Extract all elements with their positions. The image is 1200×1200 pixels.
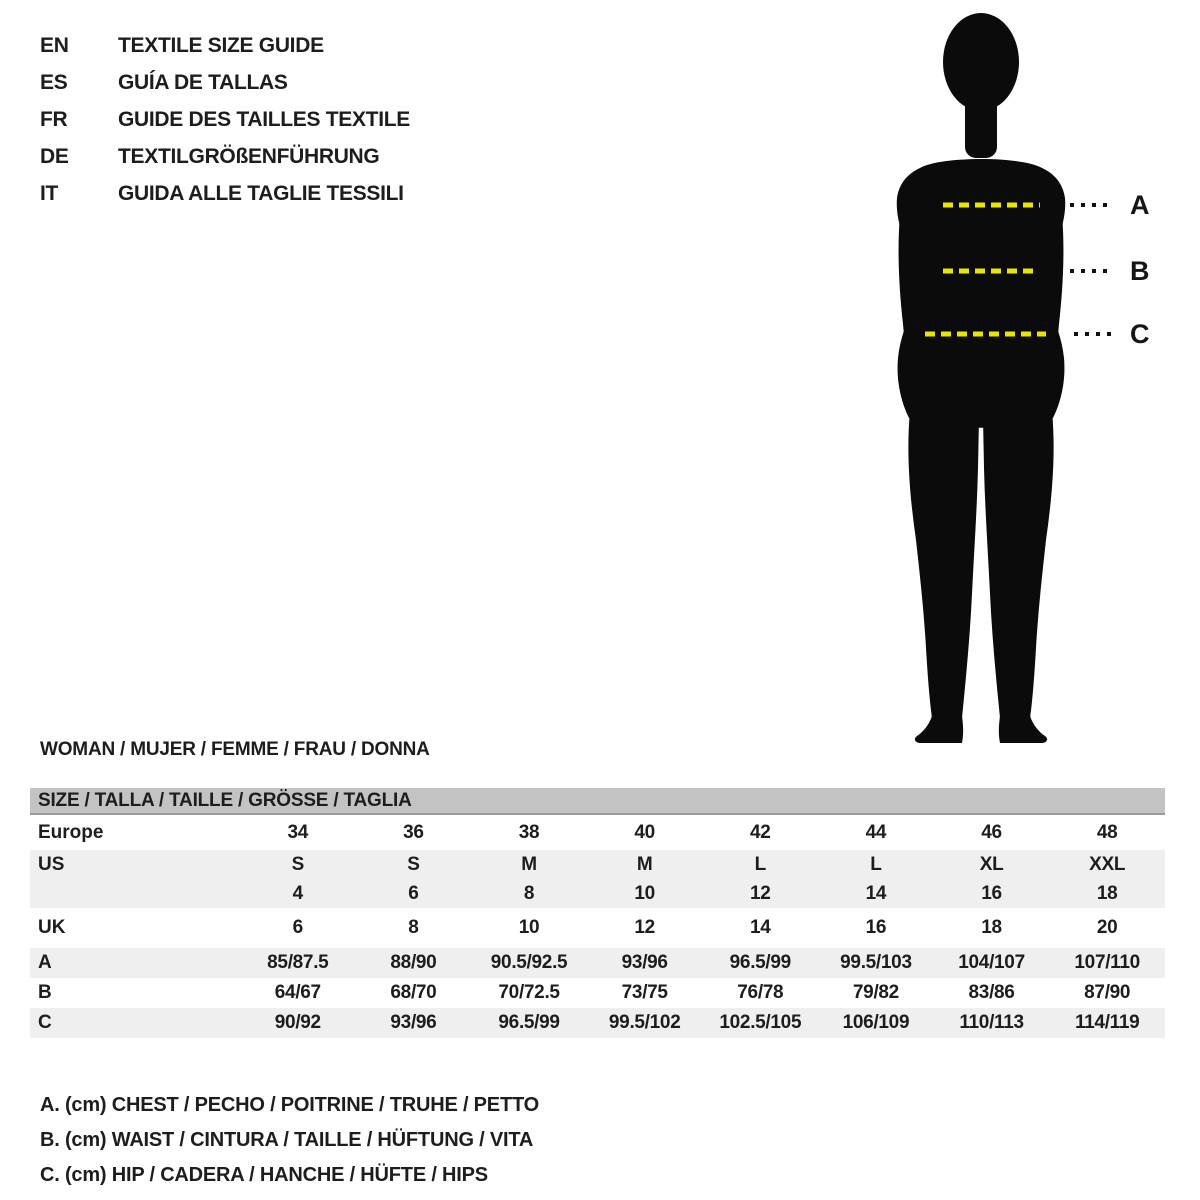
table-cell: 8: [408, 917, 419, 938]
table-cell: 96.5/99: [498, 1012, 560, 1033]
us-letter-size: L: [754, 854, 766, 875]
language-code: FR: [40, 108, 68, 131]
table-cell: [587, 850, 703, 908]
measure-label-c: C: [1130, 319, 1150, 349]
legend-line: C. (cm) HIP / CADERA / HANCHE / HÜFTE / HIPS: [40, 1164, 488, 1186]
table-row: [30, 908, 1165, 948]
table-row-label: US: [38, 854, 65, 875]
language-guide-title: TEXTILE SIZE GUIDE: [118, 34, 324, 57]
language-row: [40, 27, 410, 64]
table-cell: 107/110: [1074, 952, 1140, 973]
language-list: [40, 27, 410, 212]
table-cell: 38: [518, 821, 540, 843]
language-guide-title: GUIDA ALLE TAGLIE TESSILI: [118, 182, 404, 205]
language-row: [40, 101, 410, 138]
language-row: [40, 64, 410, 101]
table-cell: 6: [292, 917, 303, 938]
measure-legend: [40, 1088, 539, 1193]
table-cell: 102.5/105: [719, 1012, 802, 1033]
table-cell: 73/75: [621, 982, 668, 1003]
table-cell: 64/67: [274, 982, 321, 1003]
table-cell: 14: [750, 917, 771, 938]
language-guide-title: GUÍA DE TALLAS: [118, 71, 288, 94]
table-row-label: B: [38, 982, 52, 1003]
us-number-size: 10: [634, 883, 655, 904]
table-cell: 16: [865, 917, 887, 938]
table-cell: 34: [287, 821, 309, 843]
us-letter-size: S: [407, 854, 420, 875]
table-cell: [471, 850, 587, 908]
table-cell: 106/109: [842, 1012, 910, 1033]
table-row-label: UK: [38, 917, 66, 938]
us-letter-size: S: [291, 854, 304, 875]
measure-label-a: A: [1130, 190, 1150, 220]
us-number-size: 6: [408, 883, 419, 904]
language-guide-title: TEXTILGRÖßENFÜHRUNG: [118, 145, 380, 168]
table-row-label: C: [38, 1012, 52, 1033]
table-cell: 68/70: [390, 982, 437, 1003]
table-cell: 90/92: [274, 1012, 321, 1033]
section-title: WOMAN / MUJER / FEMME / FRAU / DONNA: [40, 739, 430, 760]
table-row: [30, 815, 1165, 850]
table-row: [30, 948, 1165, 978]
table-cell: 87/90: [1084, 982, 1131, 1003]
table-row-label: A: [38, 952, 52, 973]
table-cell: [240, 850, 356, 908]
language-code: DE: [40, 145, 69, 168]
table-cell: 18: [981, 917, 1002, 938]
table-cell: 93/96: [621, 952, 668, 973]
table-cell: [703, 850, 819, 908]
us-letter-size: XL: [979, 854, 1004, 875]
table-cell: 99.5/103: [840, 952, 912, 973]
table-cell: 88/90: [390, 952, 437, 973]
size-table-header: SIZE / TALLA / TAILLE / GRÖSSE / TAGLIA: [30, 788, 1165, 815]
us-letter-size: L: [870, 854, 882, 875]
table-row-label: Europe: [38, 821, 104, 843]
size-table-body: [30, 815, 1165, 1038]
legend-line: B. (cm) WAIST / CINTURA / TAILLE / HÜFTUNG / VITA: [40, 1129, 534, 1151]
table-cell: 85/87.5: [267, 952, 329, 973]
language-code: EN: [40, 34, 69, 57]
table-cell: [818, 850, 934, 908]
language-row: [40, 175, 410, 212]
table-cell: 46: [981, 821, 1002, 843]
us-number-size: 18: [1096, 883, 1118, 904]
table-cell: [934, 850, 1050, 908]
table-cell: 79/82: [852, 982, 899, 1003]
size-table: [30, 788, 1165, 1038]
table-row: [30, 978, 1165, 1008]
table-cell: 44: [865, 821, 887, 843]
measure-label-b: B: [1130, 256, 1150, 286]
table-cell: 10: [518, 917, 540, 938]
us-number-size: 16: [981, 883, 1002, 904]
table-cell: 20: [1096, 917, 1118, 938]
table-cell: 70/72.5: [498, 982, 560, 1003]
table-cell: 93/96: [390, 1012, 437, 1033]
table-cell: 99.5/102: [608, 1012, 681, 1033]
figure-area: [880, 6, 1200, 748]
woman-silhouette: [897, 13, 1065, 743]
us-number-size: 12: [750, 883, 771, 904]
table-cell: 83/86: [968, 982, 1015, 1003]
table-cell: [1049, 850, 1165, 908]
language-guide-title: GUIDE DES TAILLES TEXTILE: [118, 108, 410, 131]
language-row: [40, 138, 410, 175]
us-letter-size: M: [521, 854, 537, 875]
table-cell: 90.5/92.5: [490, 952, 568, 973]
table-row: [30, 1008, 1165, 1038]
table-cell: 42: [750, 821, 771, 843]
table-cell: 114/119: [1074, 1012, 1140, 1033]
table-cell: 96.5/99: [729, 952, 791, 973]
us-letter-size: XXL: [1089, 854, 1126, 875]
table-row: [30, 850, 1165, 908]
table-cell: 48: [1096, 821, 1118, 843]
us-letter-size: M: [636, 854, 653, 875]
table-cell: 12: [634, 917, 655, 938]
us-number-size: 8: [523, 883, 535, 904]
legend-line: A. (cm) CHEST / PECHO / POITRINE / TRUHE / PETTO: [40, 1094, 539, 1116]
table-cell: 36: [403, 821, 424, 843]
woman-silhouette-figure: [880, 6, 1200, 748]
table-cell: 40: [634, 821, 655, 843]
language-code: ES: [40, 71, 68, 94]
us-number-size: 4: [292, 883, 303, 904]
language-code: IT: [40, 182, 59, 205]
table-cell: 110/113: [959, 1012, 1024, 1033]
table-cell: [356, 850, 472, 908]
table-cell: 76/78: [737, 982, 784, 1003]
table-cell: 104/107: [958, 952, 1025, 973]
us-number-size: 14: [865, 883, 887, 904]
